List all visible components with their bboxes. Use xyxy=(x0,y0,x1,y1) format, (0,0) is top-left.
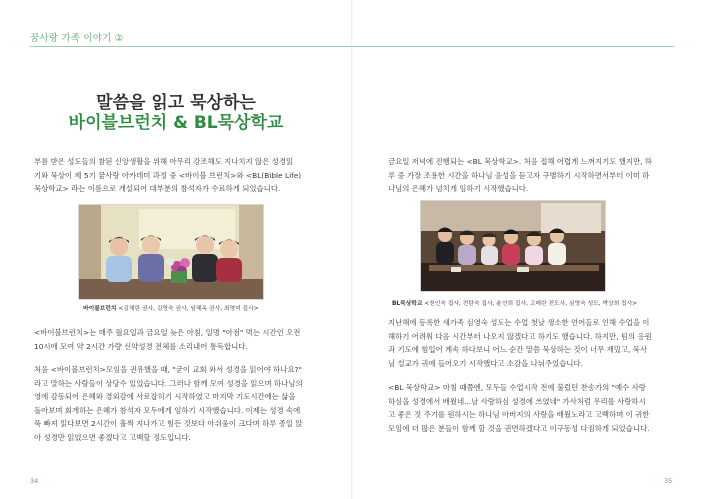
bl-school-photo xyxy=(420,200,606,292)
text-line: 기와 묵상이 제 5기 꿈사랑 아카데미 과정 중 <바이블 브런치>와 <BL(Bible Life) xyxy=(34,170,302,180)
left-paragraph-2 xyxy=(34,326,330,353)
right-paragraph-2 xyxy=(388,316,682,370)
text-line: 고 좋은 것 주기를 원하시는 하나님 아버지의 사랑을 배웠노라고 고백하며 이 귀한 xyxy=(388,410,650,420)
text-line: 영에 감동되어 은혜와 경외감에 사로잡히기 시작하였고 마지막 기도시간에는 삶을 xyxy=(34,392,296,402)
text-line: 10시에 모여 약 2시간 가량 신약성경 전체를 소리내어 통독합니다. xyxy=(34,341,248,351)
section-header: 꿈사랑 가족 이야기 ② xyxy=(30,33,124,44)
text-line: 모임에 더 많은 분들이 함께 할 것을 권면하겠다고 이구동성 다짐하게 되었습니다. xyxy=(388,423,650,433)
left-intro-paragraph xyxy=(34,155,330,196)
text-line: 루 중 가장 조용한 시간을 하나님 음성을 듣고자 구별하기 시작하면서부터 이미 하 xyxy=(388,170,650,180)
section-rule xyxy=(352,46,674,47)
left-paragraph-3 xyxy=(34,363,330,445)
caption-names: <김채란 권사, 김영숙 권사, 임혜옥 권사, 최영미 집사> xyxy=(116,306,259,312)
page-number-left: 34 xyxy=(30,477,39,485)
caption-names: <천인숙 집사, 전탄숙 집사, 윤선희 집사, 고매란 전도사, 심영숙 성도, 박상희 집사> xyxy=(422,301,638,307)
text-line: 돌아보며 회개하는 은혜가 참석자 모두에게 임하기 시작했습니다. 이제는 성경 속에 xyxy=(34,405,301,415)
page-number-right: 35 xyxy=(664,477,673,485)
text-line: <바이블브런치>는 매주 월요일과 금요일 늦은 아침, 일명 "아점" 먹는 시간인 오전 xyxy=(34,328,301,337)
text-line: 부름 받은 성도들의 참된 신앙생활을 위해 아무리 강조해도 지나치지 않은 성경읽 xyxy=(34,157,294,166)
bl-school-photo-art xyxy=(421,201,606,292)
bible-brunch-photo xyxy=(78,204,264,300)
text-line: 묵상학교> 라는 이름으로 개설되어 대부분의 참석자가 수료하게 되었습니다. xyxy=(34,184,281,194)
text-line: 과 기도에 힘입어 계속 하다보니 어느 순간 말씀 묵상하는 것이 너무 재밌고, 묵사 xyxy=(388,345,648,355)
text-line: 나님의 은혜가 넘치게 임하기 시작했습니다. xyxy=(388,184,529,194)
caption-title: BL묵상학교 xyxy=(392,301,423,307)
text-line: 처음 <바이블브런치>모임을 권유했을 때, "굳이 교회 와서 성경을 읽어야 하나요?" xyxy=(34,365,302,374)
article-title-line1: 말씀을 읽고 묵상하는 xyxy=(96,93,256,113)
bible-brunch-photo-art xyxy=(79,205,264,300)
right-page xyxy=(352,0,704,499)
article-title-line2: 바이블브런치 & BL묵상학교 xyxy=(68,113,284,133)
right-intro-paragraph xyxy=(388,155,682,196)
bible-brunch-caption xyxy=(83,303,259,312)
text-line: 지난해에 등록한 새가족 심영숙 성도는 수업 첫날 생소한 언어들로 인해 수업을 이 xyxy=(388,318,650,327)
caption-title: 바이블브런치 xyxy=(83,306,117,312)
text-line: 아 성경만 읽었으면 좋겠다고 고백할 정도입니다. xyxy=(34,432,191,442)
text-line: 해하기 어려워 다음 시간부터 나오지 않겠다고 하기도 했습니다. 하지만, 팀의 응원 xyxy=(388,331,652,341)
text-line: 라고 말하는 사람들이 상당수 있었습니다. 그러나 함께 모여 성경을 읽으며 하나님의 xyxy=(34,378,303,388)
text-line: <BL 묵상학교> 마침 때쯤엔, 모두들 수업시작 전에 불렀던 찬송가의 "예수 사랑 xyxy=(388,383,646,392)
text-line: 푹 빠져 읽다보면 2시간이 훌쩍 지나가고 힘든 것보다 아쉬움이 크다며 하루 종일 앉 xyxy=(34,419,303,429)
right-paragraph-3 xyxy=(388,381,682,435)
text-line: 금요일 저녁에 진행되는 <BL 묵상학교>. 처음 접해 어렵게 느껴지기도 했지만, 하 xyxy=(388,157,652,166)
text-line: 하심을 성경에서 배웠네...날 사랑하심 성경에 쓰였네" 가사처럼 우리를 사랑하시 xyxy=(388,396,646,406)
section-rule xyxy=(30,46,352,47)
bl-school-caption xyxy=(392,298,637,307)
text-line: 님 설교가 귀에 들어오기 시작했다고 소감을 나눠주었습니다. xyxy=(388,358,583,368)
